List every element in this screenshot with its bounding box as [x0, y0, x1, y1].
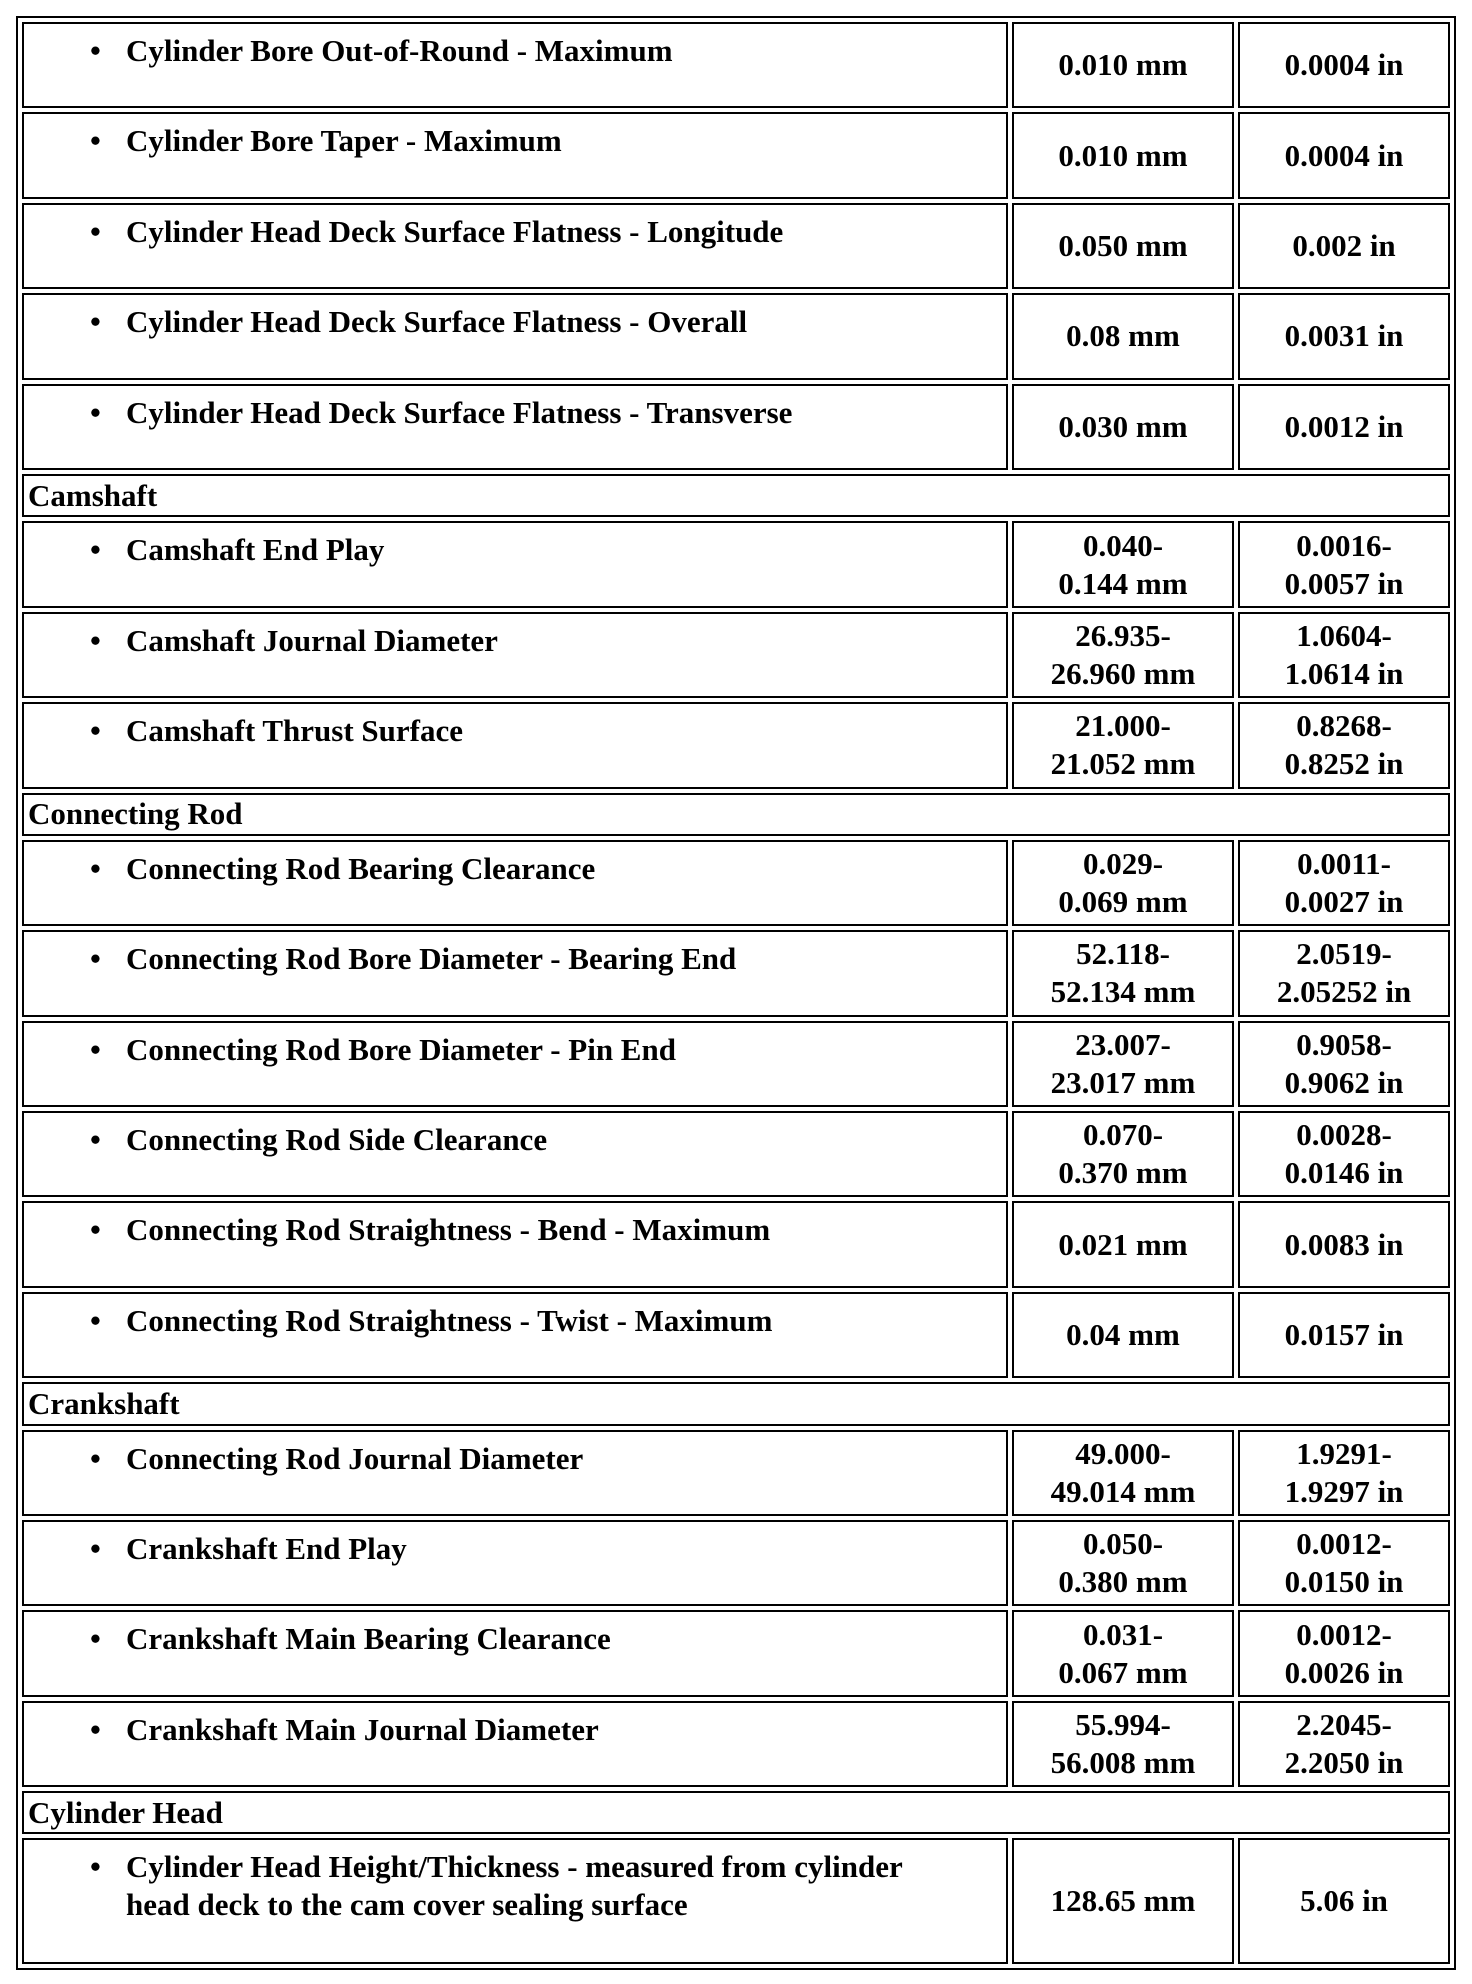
spec-name: Connecting Rod Bore Diameter - Pin End: [126, 1031, 676, 1067]
spec-row: [22, 1610, 1450, 1696]
spec-row: [22, 1021, 1450, 1107]
spec-row: [22, 702, 1450, 788]
spec-value-imperial: 0.0012 in: [1238, 384, 1450, 470]
spec-row: [22, 1292, 1450, 1378]
spec-value-imperial: 1.0604- 1.0614 in: [1238, 612, 1450, 698]
spec-name: Connecting Rod Side Clearance: [126, 1122, 548, 1158]
spec-name-cell: [22, 1520, 1008, 1606]
spec-name: Cylinder Head Height/Thickness - measured from cylinder head deck to the cam cover sealing surface: [126, 1849, 903, 1923]
bullet-icon: •: [90, 941, 101, 977]
spec-name-cell: [22, 1292, 1008, 1378]
bullet-icon: •: [90, 1530, 101, 1566]
specifications-table: [16, 16, 1456, 1970]
spec-value-imperial: 0.002 in: [1238, 203, 1450, 289]
section-title: Camshaft: [22, 474, 1450, 517]
section-header-row: [22, 1791, 1450, 1834]
spec-value-imperial: 0.0083 in: [1238, 1201, 1450, 1287]
spec-row: [22, 203, 1450, 289]
section-header-row: [22, 1382, 1450, 1425]
spec-value-metric: 55.994- 56.008 mm: [1012, 1701, 1234, 1787]
spec-value-imperial: 0.0157 in: [1238, 1292, 1450, 1378]
bullet-icon: •: [90, 1849, 101, 1885]
section-title: Crankshaft: [22, 1382, 1450, 1425]
spec-row: [22, 930, 1450, 1016]
spec-value-metric: 0.030 mm: [1012, 384, 1234, 470]
spec-name-cell: [22, 1610, 1008, 1696]
spec-name-cell: [22, 840, 1008, 926]
spec-value-metric: 23.007- 23.017 mm: [1012, 1021, 1234, 1107]
spec-value-imperial: 2.2045- 2.2050 in: [1238, 1701, 1450, 1787]
bullet-icon: •: [90, 213, 101, 249]
spec-value-imperial: 1.9291- 1.9297 in: [1238, 1430, 1450, 1516]
spec-row: [22, 1838, 1450, 1964]
spec-name: Crankshaft End Play: [126, 1530, 407, 1566]
spec-name-cell: [22, 1430, 1008, 1516]
bullet-icon: •: [90, 1711, 101, 1747]
spec-name-cell: [22, 293, 1008, 379]
bullet-icon: •: [90, 1122, 101, 1158]
spec-value-metric: 0.010 mm: [1012, 22, 1234, 108]
spec-value-metric: 0.050 mm: [1012, 203, 1234, 289]
spec-value-metric: 0.050- 0.380 mm: [1012, 1520, 1234, 1606]
spec-value-imperial: 2.0519- 2.05252 in: [1238, 930, 1450, 1016]
spec-name: Camshaft Journal Diameter: [126, 622, 498, 658]
spec-name: Crankshaft Main Journal Diameter: [126, 1711, 599, 1747]
section-title: Cylinder Head: [22, 1791, 1450, 1834]
spec-value-imperial: 0.0004 in: [1238, 112, 1450, 198]
spec-row: [22, 521, 1450, 607]
spec-value-imperial: 0.0028- 0.0146 in: [1238, 1111, 1450, 1197]
spec-value-imperial: 0.9058- 0.9062 in: [1238, 1021, 1450, 1107]
spec-name: Cylinder Head Deck Surface Flatness - Transverse: [126, 394, 793, 430]
spec-name: Connecting Rod Bore Diameter - Bearing End: [126, 941, 737, 977]
bullet-icon: •: [90, 1212, 101, 1248]
spec-value-metric: 0.031- 0.067 mm: [1012, 1610, 1234, 1696]
bullet-icon: •: [90, 33, 101, 68]
spec-value-imperial: 5.06 in: [1238, 1838, 1450, 1964]
bullet-icon: •: [90, 713, 101, 749]
spec-row: [22, 1111, 1450, 1197]
spec-row: [22, 1520, 1450, 1606]
spec-value-metric: 52.118- 52.134 mm: [1012, 930, 1234, 1016]
spec-name: Crankshaft Main Bearing Clearance: [126, 1621, 611, 1657]
spec-value-metric: 0.040- 0.144 mm: [1012, 521, 1234, 607]
spec-value-metric: 49.000- 49.014 mm: [1012, 1430, 1234, 1516]
spec-value-metric: 0.021 mm: [1012, 1201, 1234, 1287]
spec-value-imperial: 0.8268- 0.8252 in: [1238, 702, 1450, 788]
spec-value-metric: 21.000- 21.052 mm: [1012, 702, 1234, 788]
spec-value-metric: 0.029- 0.069 mm: [1012, 840, 1234, 926]
spec-value-metric: 26.935- 26.960 mm: [1012, 612, 1234, 698]
spec-name: Camshaft End Play: [126, 532, 385, 568]
spec-name-cell: [22, 203, 1008, 289]
spec-name: Connecting Rod Journal Diameter: [126, 1440, 584, 1476]
spec-row: [22, 1201, 1450, 1287]
spec-value-imperial: 0.0012- 0.0150 in: [1238, 1520, 1450, 1606]
spec-value-imperial: 0.0012- 0.0026 in: [1238, 1610, 1450, 1696]
spec-name: Camshaft Thrust Surface: [126, 713, 463, 749]
spec-name-cell: [22, 1201, 1008, 1287]
spec-value-imperial: 0.0011- 0.0027 in: [1238, 840, 1450, 926]
spec-name-cell: [22, 384, 1008, 470]
spec-name-cell: [22, 112, 1008, 198]
spec-value-imperial: 0.0031 in: [1238, 293, 1450, 379]
section-header-row: [22, 474, 1450, 517]
bullet-icon: •: [90, 394, 101, 430]
spec-name-cell: [22, 702, 1008, 788]
spec-value-metric: 0.010 mm: [1012, 112, 1234, 198]
spec-name-cell: [22, 930, 1008, 1016]
bullet-icon: •: [90, 532, 101, 568]
spec-name-cell: [22, 22, 1008, 108]
spec-name: Cylinder Bore Out-of-Round - Maximum: [126, 33, 673, 68]
bullet-icon: •: [90, 304, 101, 340]
spec-row: [22, 384, 1450, 470]
spec-name-cell: [22, 1838, 1008, 1964]
spec-value-metric: 0.04 mm: [1012, 1292, 1234, 1378]
spec-name: Connecting Rod Straightness - Bend - Maximum: [126, 1212, 771, 1248]
bullet-icon: •: [90, 1031, 101, 1067]
spec-name-cell: [22, 521, 1008, 607]
spec-value-imperial: 0.0004 in: [1238, 22, 1450, 108]
bullet-icon: •: [90, 1302, 101, 1338]
spec-name-cell: [22, 1021, 1008, 1107]
specifications-table-body: [22, 22, 1450, 1964]
spec-row: [22, 1430, 1450, 1516]
spec-name: Connecting Rod Straightness - Twist - Maximum: [126, 1302, 773, 1338]
spec-name-cell: [22, 1111, 1008, 1197]
spec-value-metric: 128.65 mm: [1012, 1838, 1234, 1964]
spec-name: Cylinder Head Deck Surface Flatness - Longitude: [126, 213, 784, 249]
spec-row: [22, 1701, 1450, 1787]
spec-name: Cylinder Head Deck Surface Flatness - Overall: [126, 304, 748, 340]
section-title: Connecting Rod: [22, 793, 1450, 836]
spec-name-cell: [22, 612, 1008, 698]
bullet-icon: •: [90, 622, 101, 658]
section-header-row: [22, 793, 1450, 836]
spec-name-cell: [22, 1701, 1008, 1787]
spec-value-metric: 0.070- 0.370 mm: [1012, 1111, 1234, 1197]
spec-row: [22, 112, 1450, 198]
spec-row: [22, 22, 1450, 108]
spec-value-imperial: 0.0016- 0.0057 in: [1238, 521, 1450, 607]
spec-row: [22, 293, 1450, 379]
bullet-icon: •: [90, 850, 101, 886]
bullet-icon: •: [90, 123, 101, 159]
spec-row: [22, 840, 1450, 926]
spec-row: [22, 612, 1450, 698]
spec-name: Connecting Rod Bearing Clearance: [126, 850, 596, 886]
bullet-icon: •: [90, 1440, 101, 1476]
spec-value-metric: 0.08 mm: [1012, 293, 1234, 379]
spec-name: Cylinder Bore Taper - Maximum: [126, 123, 562, 159]
bullet-icon: •: [90, 1621, 101, 1657]
